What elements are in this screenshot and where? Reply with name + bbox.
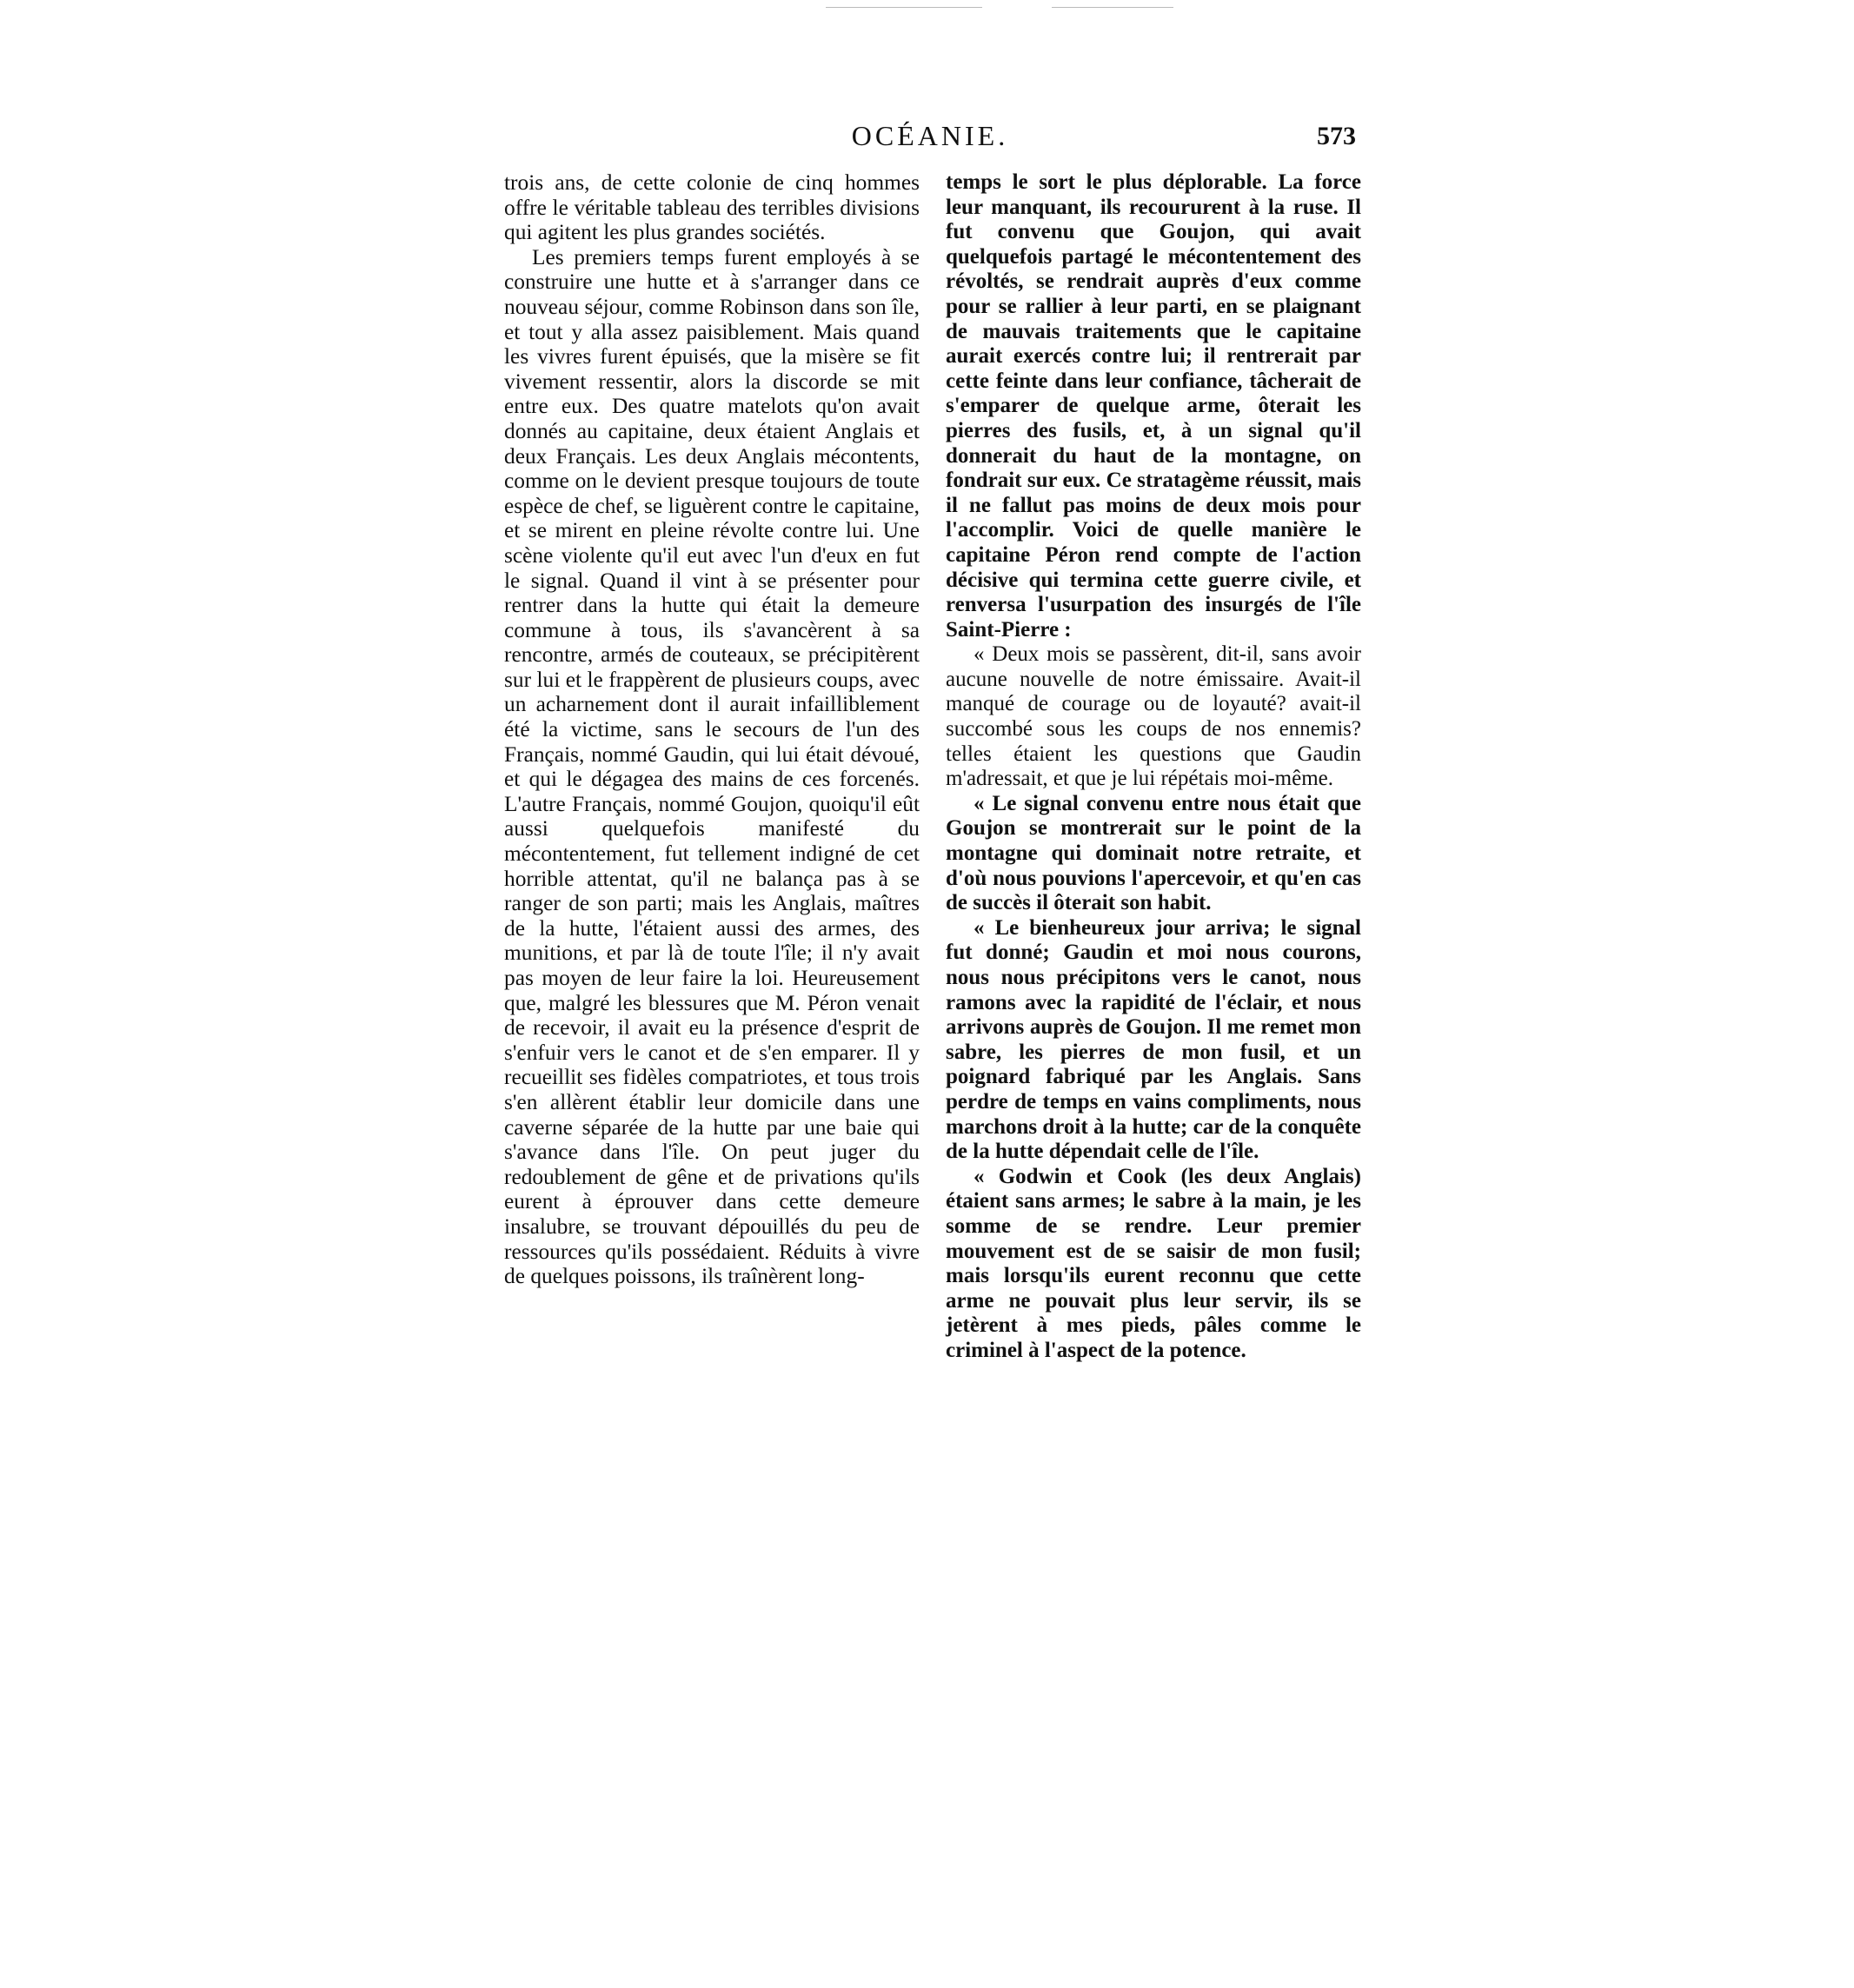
paragraph: Les premiers temps furent employés à se construire une hutte et à s'arranger dans ce nouveau séjour, comme Robinson dans son île, et tout y alla assez paisiblement. Mais quand les vivres furent épuisés, que la misère se fit vivement ressentir, alors la discorde se mit entre eux. Des quatre matelots qu'on avait donnés au capitaine, deux étaient Anglais et deux Français. Les deux Anglais mécontents, comme on le devient presque toujours de toute espèce de chef, se liguèrent contre le capitaine, et se mirent en pleine révolte contre lui. Une scène violente qu'il eut avec l'un d'eux en fut le signal. Quand il vint à se présenter pour rentrer dans la hutte qui était la demeure commune à tous, ils s'avancèrent à sa rencontre, armés de couteaux, se précipitèrent sur lui et le frappèrent de plusieurs coups, avec un acharnement dont il aurait infailliblement été la victime, sans le secours de l'un des Français, nommé Gaudin, qui lui était dévoué, et qui le dégagea des mains de ces forcenés. L'autre Français, nommé Goujon, quoiqu'il eût aussi quelquefois manifesté du mécontentement, fut tellement indigné de cet horrible attentat, qu'il ne balança pas à se ranger de son parti; mais les Anglais, maîtres de la hutte, l'étaient aussi des armes, des munitions, et par là de toute l'île; il n'y avait pas moyen de leur faire la loi. Heureusement que, malgré les blessures que M. Péron venait de recevoir, il avait eu la présence d'esprit de s'enfuir vers le canot et de s'en emparer. Il y recueillit ses fidèles compatriotes, et tous trois s'en allèrent établir leur domicile dans une caverne séparée de la hutte par une baie qui s'avance dans l'île. On peut juger du redoublement de gêne et de privations qu'ils eurent à éprouver dans cette demeure insalubre, se trouvant dépouillés du peu de ressources qu'ils possédaient. Réduits à vivre de quelques poissons, ils traînèrent long- <box>504 244 920 1289</box>
running-head <box>504 120 1356 163</box>
running-title: OCÉANIE. <box>851 120 1009 151</box>
paragraph: « Godwin et Cook (les deux Anglais) étaient sans armes; le sabre à la main, je les somme de se rendre. Leur premier mouvement est de se saisir de mon fusil; mais lorsqu'ils eurent reconnu que cette arme ne pouvait plus leur servir, ils se jetèrent à mes pieds, pâles comme le criminel à l'aspect de la potence. <box>946 1164 1361 1362</box>
right-column <box>946 170 1361 1364</box>
paragraph: temps le sort le plus déplorable. La force leur manquant, ils recoururent à la ruse. Il fut convenu que Goujon, qui avait quelquefois partagé le mécontentement des révoltés, se rendrait auprès d'eux comme pour se rallier à leur parti, en se plaignant de mauvais traitements que le capitaine aurait exercés contre lui; il rentrerait par cette feinte dans leur confiance, tâcherait de s'emparer de quelque arme, ôterait les pierres des fusils, et, à un signal qu'il donnerait du haut de la montagne, on fondrait sur eux. Ce stratagème réussit, mais il ne fallut pas moins de deux mois pour l'accomplir. Voici de quelle manière le capitaine Péron rend compte de l'action décisive qui termina cette guerre civile, et renversa l'usurpation des insurgés de l'île Saint-Pierre : <box>946 170 1361 642</box>
paragraph: « Le bienheureux jour arriva; le signal fut donné; Gaudin et moi nous courons, nous nous précipitons vers le canot, nous ramons avec la rapidité de l'éclair, et nous arrivons auprès de Goujon. Il me remet mon sabre, les pierres de mon fusil, et un poignard fabriqué par les Anglais. Sans perdre de temps en vains compliments, nous marchons droit à la hutte; car de la conquête de la hutte dépendait celle de l'île. <box>946 915 1361 1164</box>
left-column <box>504 170 920 1289</box>
paragraph: trois ans, de cette colonie de cinq hommes offre le véritable tableau des terribles divisions qui agitent les plus grandes sociétés. <box>504 170 920 245</box>
scan-artifact-line <box>826 7 982 8</box>
scan-artifact-line <box>1052 7 1173 8</box>
paragraph: « Deux mois se passèrent, dit-il, sans avoir aucune nouvelle de notre émissaire. Avait-il manqué de courage ou de loyauté? avait-il succombé sous les coups de nos ennemis? telles étaient les questions que Gaudin m'adressait, et que je lui répétais moi-même. <box>946 642 1361 791</box>
page-number: 573 <box>1317 122 1356 150</box>
paragraph: « Le signal convenu entre nous était que Goujon se montrerait sur le point de la montagne qui dominait notre retraite, et d'où nous pouvions l'apercevoir, et qu'en cas de succès il ôterait son habit. <box>946 791 1361 915</box>
